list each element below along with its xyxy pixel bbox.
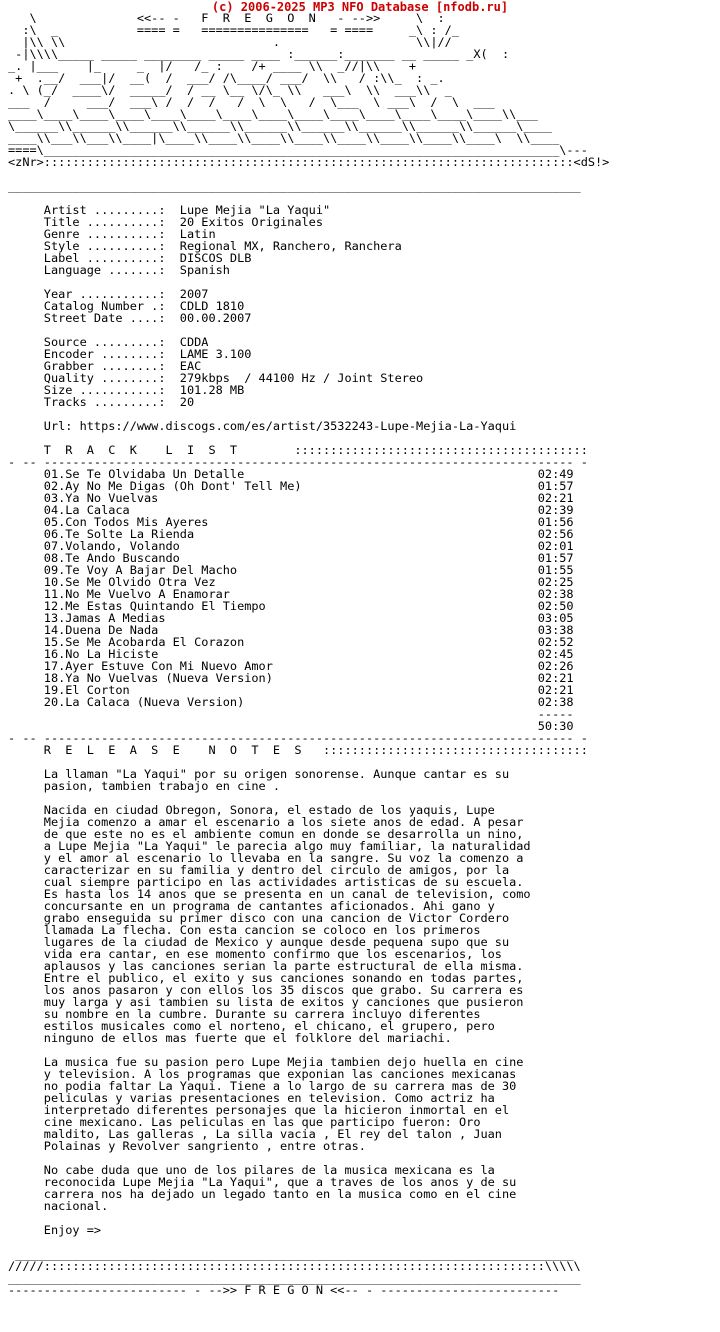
nfo-text: \ <<-- - F R E G O N - -->> \ : :\ _ ==== = =============== = ==== _\ : /_ |\\ \\ . \\|// -|\\\\_____ _____ ________ _____ ____ :______:_______ __ _____ _X( : _. |___ |_ _ |/ /_ : /+ ____ \\ _//|\\ + + .__/ ___|/ __( / ___/ /\____/ ___/ \\ / :\\_ : _. . \ (_/ ____\/ _____/ / __ \__ \/\_ \\ ___\ \\ ___\\ _ ___ / ___/ ___\ / / / / \ \ / \___ \ ___\ / \ ___ ____\____\____\____\____\____\____\____\____\____\____\____\____\____\\___ \______\\______\\______\\______\\______\\______\\______\\______\\______\____ ____\\___\\___\\____|\____\\____\\____\\____\\____\\____\\____\\____\ \\____ ====\________________________________________________________________________\--- <zNr>::::::::::::::::::::::::::::::::::::::::::::::::::::::::::::::::::::::::::<dS!> ________________________________________________________________________________ Artist .........: Lupe Mejia "La Yaqui" Title ..........: 20 Exitos Originales Genre ..........: Latin Style ..........: Regional MX, Ranchero, Ranchera Label ..........: DISCOS DLB Language .......: Spanish Year ...........: 2007 Catalog Number .: CDLD 1810 Street Date ....: 00.00.2007 Source .........: CDDA Encoder ........: LAME 3.100 Grabber ........: EAC Quality ........: 279kbps / 44100 Hz / Joint Stereo Size ...........: 101.28 MB Tracks .........: 20 Url: https://www.discogs.com/es/artist/3532243-Lupe-Mejia-La-Yaqui T R A C K L I S T ::::::::::::::::::::::::::::::::::::::::: - -- -------------------------------------------------------------------------- - 01.Se Te Olvidaba Un Detalle 02:49 02.Ay No Me Digas (Oh Dont' Tell Me) 01:57 03.Ya No Vuelvas 02:21 04.La Calaca 02:39 05.Con Todos Mis Ayeres 01:56 06.Te Solte La Rienda 02:56 07.Volando, Volando 02:01 08.Te Ando Buscando 01:57 09.Te Voy A Bajar Del Macho 01:55 10.Se Me Olvido Otra Vez 02:25 11.No Me Vuelvo A Enamorar 02:38 12.Me Estas Quintando El Tiempo 02:50 13.Jamas A Medias 03:05 14.Duena De Nada 03:38 15.Se Me Acobarda El Corazon 02:52 16.No La Hiciste 02:45 17.Ayer Estuve Con Mi Nuevo Amor 02:26 18.Ya No Vuelvas (Nueva Version) 02:21 19.El Corton 02:21 20.La Calaca (Nueva Version) 02:38 ----- 50:30 - -- -------------------------------------------------------------------------- - R E L E A S E N O T E S ::::::::::::::::::::::::::::::::::::: La llaman "La Yaqui" por su origen sonorense. Aunque cantar es su pasion, tambien trabajo en cine . Nacida en ciudad Obregon, Sonora, el estado de los yaquis, Lupe Mejia comenzo a amar el escenario a los siete anos de edad. A pesar de que este no es el ambiente comun en donde se desarrolla un nino, a Lupe Mejia "La Yaqui" le parecia algo muy familiar, la naturalidad y el amor al escenario lo llevaba en la sangre. Su voz la comenzo a caracterizar en su familia y dentro del circulo de amigos, por la cual siempre participo en las actividades artisticas de su escuela. Es hasta los 14 anos que se presenta en un canal de television, como concursante en un programa de cantantes aficionados. Ahi gano y grabo enseguida su primer disco con una cancion de Victor Cordero llamada La flecha. Con esta cancion se coloco en los primeros lugares de la ciudad de Mexico y aunque desde pequena supo que su vida era cantar, en ese momento confirmo que los escenarios, los aplausos y las canciones serian la parte estructural de ella misma. Entre el publico, el exito y sus canciones sonando en todas partes, los anos pasaron y con ellos los 35 discos que grabo. Su carrera es muy larga y asi tambien su lista de exitos y canciones que pusieron su nombre en la cumbre. Durante su carrera incluyo diferentes estilos musicales como el norteno, el chicano, el grupero, pero ninguno de ellos mas fuerte que el folklore del mariachi. La musica fue su pasion pero Lupe Mejia tambien dejo huella en cine y television. A los programas que exponian las canciones mexicanas no podia faltar La Yaqui. Tiene a lo largo de su carrera mas de 30 peliculas y varias presentaciones en television. Como actriz ha interpretado diferentes personajes que la hicieron inmortal en el cine mexicano. Las peliculas en las que participo fueron: Oro maldito, Las galleras , La silla vacia , El rey del talon , Juan Polainas y Revolver sangriento , entre otras. No cabe duda que uno de los pilares de la musica mexicana es la reconocida Lupe Mejia "La Yaqui", que a traves de los anos y de su carrera nos ha dejado un legado tanto en la musica como en el cine nacional. Enjoy => ______________________________________________________________________________ /////::::::::::::::::::::::::::::::::::::::::::::::::::::::::::::::::::::::\\\\\ ________________________________________________________________________________ ------------------------- - -->> F R E G O N <<-- - ------------------------- xyxy=(8,11,610,1297)
site-banner[interactable]: (c) 2006-2025 MP3 NFO Database [nfodb.ru] xyxy=(211,0,509,14)
